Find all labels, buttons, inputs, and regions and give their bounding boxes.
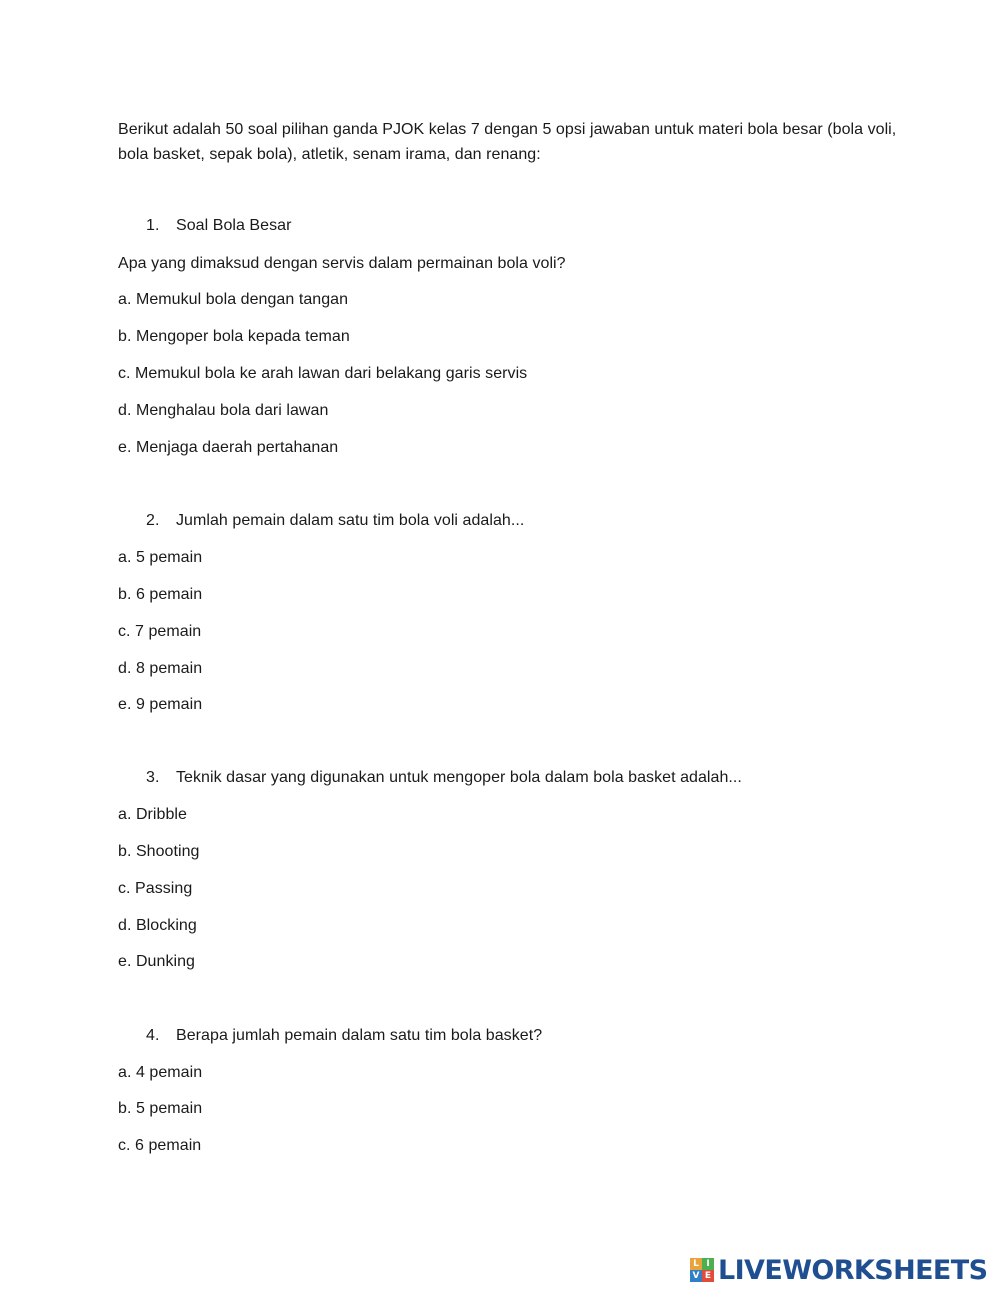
q3-option-c: c. Passing bbox=[118, 880, 193, 897]
q2-option-a: a. 5 pemain bbox=[118, 549, 203, 566]
q2-option-b: b. 6 pemain bbox=[118, 586, 203, 603]
q3-option-a: a. Dribble bbox=[118, 806, 187, 823]
question-4-heading bbox=[146, 1024, 542, 1048]
liveworksheets-logo-icon bbox=[690, 1258, 714, 1282]
q2-option-c: c. 7 pemain bbox=[118, 623, 202, 640]
q4-option-a: a. 4 pemain bbox=[118, 1064, 203, 1081]
logo-square-l: L bbox=[690, 1258, 702, 1270]
logo-text: LIVEWORKSHEETS bbox=[718, 1254, 988, 1286]
question-3-heading bbox=[146, 766, 742, 790]
q2-option-d: d. 8 pemain bbox=[118, 660, 203, 677]
logo-square-v: V bbox=[690, 1270, 702, 1282]
q3-option-d: d. Blocking bbox=[118, 917, 197, 934]
question-number: 1. bbox=[146, 217, 160, 234]
q1-option-b: b. Mengoper bola kepada teman bbox=[118, 328, 350, 345]
question-text: Berapa jumlah pemain dalam satu tim bola basket? bbox=[176, 1027, 543, 1044]
question-text: Teknik dasar yang digunakan untuk mengoper bola dalam bola basket adalah... bbox=[176, 769, 742, 786]
question-number: 3. bbox=[146, 769, 160, 786]
q1-option-c: c. Memukul bola ke arah lawan dari belakang garis servis bbox=[118, 365, 528, 382]
question-heading-text: Soal Bola Besar bbox=[176, 217, 292, 234]
intro-paragraph: Berikut adalah 50 soal pilihan ganda PJOK kelas 7 dengan 5 opsi jawaban untuk materi bola besar (bola voli, bola basket, sepak bola), atletik, senam irama, dan renang: bbox=[118, 121, 897, 163]
q4-option-c: c. 6 pemain bbox=[118, 1137, 202, 1154]
question-1-text: Apa yang dimaksud dengan servis dalam permainan bola voli? bbox=[118, 255, 566, 272]
logo-square-e: E bbox=[702, 1270, 714, 1282]
q1-option-e: e. Menjaga daerah pertahanan bbox=[118, 439, 339, 456]
q4-option-b: b. 5 pemain bbox=[118, 1100, 203, 1117]
question-number: 4. bbox=[146, 1027, 160, 1044]
q3-option-e: e. Dunking bbox=[118, 953, 195, 970]
question-2-heading bbox=[146, 509, 524, 533]
question-1-heading bbox=[146, 214, 291, 238]
q1-option-a: a. Memukul bola dengan tangan bbox=[118, 291, 349, 308]
q1-option-d: d. Menghalau bola dari lawan bbox=[118, 402, 329, 419]
question-number: 2. bbox=[146, 512, 160, 529]
q3-option-b: b. Shooting bbox=[118, 843, 200, 860]
liveworksheets-logo bbox=[690, 1255, 987, 1285]
question-text: Jumlah pemain dalam satu tim bola voli adalah... bbox=[176, 512, 525, 529]
logo-square-i: I bbox=[702, 1258, 714, 1270]
q2-option-e: e. 9 pemain bbox=[118, 696, 203, 713]
